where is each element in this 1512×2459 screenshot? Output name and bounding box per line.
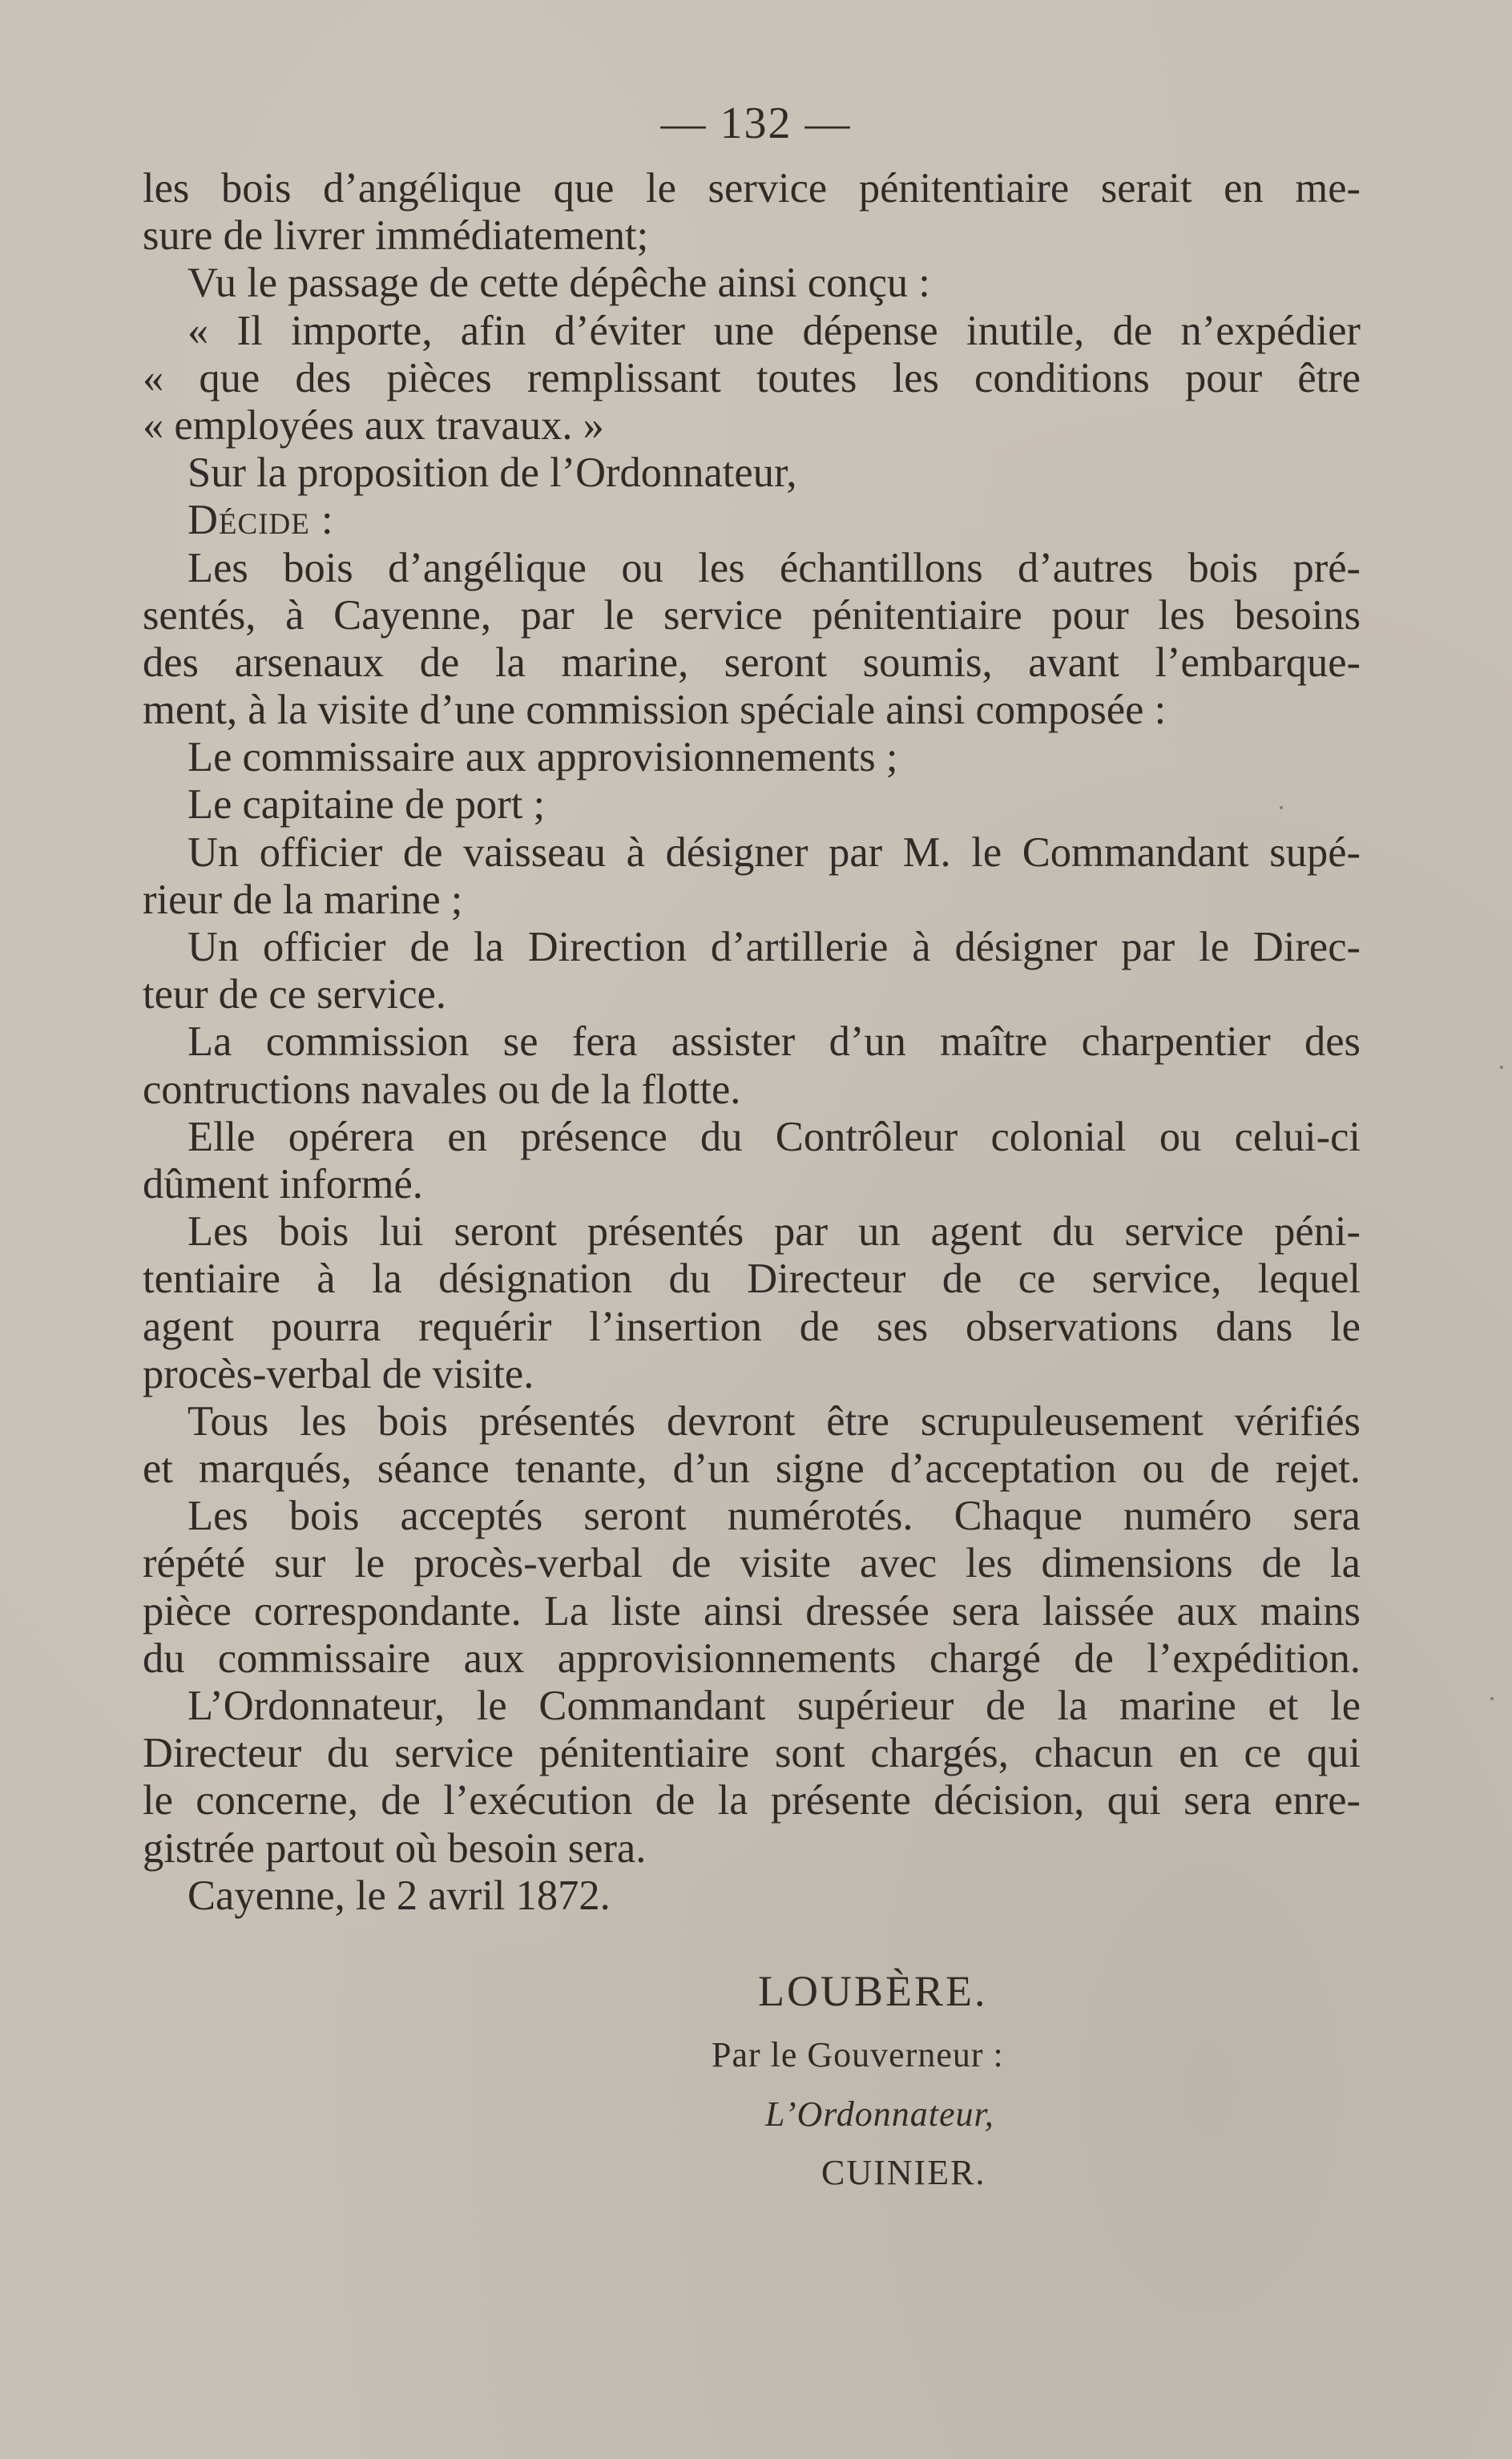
page-number: — 132 — bbox=[660, 99, 852, 148]
text-line: procès-verbal de visite. bbox=[143, 1350, 534, 1397]
text-line: tentiaire à la désignation du Directeur de ce service, lequel bbox=[143, 1256, 1361, 1303]
text-line: le concerne, de l’exécution de la présente décision, qui sera enre- bbox=[143, 1777, 1361, 1824]
signature-role: L’Ordonnateur, bbox=[765, 2094, 994, 2134]
text-line: Un officier de la Direction d’artillerie à désigner par le Direc- bbox=[187, 924, 1361, 970]
text-line: pièce correspondante. La liste ainsi dressée sera laissée aux mains bbox=[143, 1587, 1361, 1635]
text-line: Les bois d’angélique ou les échantillons d’autres bois pré- bbox=[187, 544, 1361, 591]
text-line: Le commissaire aux approvisionnements ; bbox=[187, 734, 898, 781]
text-line: Elle opérera en présence du Contrôleur colonial ou celui-ci bbox=[187, 1113, 1361, 1160]
paper-speck bbox=[1280, 806, 1283, 809]
text-line: Les bois lui seront présentés par un agent du service péni- bbox=[187, 1208, 1361, 1256]
signature-countersign: CUINIER. bbox=[821, 2153, 986, 2192]
text-line: « que des pièces remplissant toutes les conditions pour être bbox=[143, 354, 1361, 401]
text-line: Tous les bois présentés devront être scrupuleusement vérifiés bbox=[187, 1397, 1361, 1445]
text-line: contructions navales ou de la flotte. bbox=[143, 1066, 741, 1113]
text-line: Le capitaine de port ; bbox=[187, 781, 546, 828]
text-line: Vu le passage de cette dépêche ainsi conçu : bbox=[187, 260, 930, 307]
paper-speck bbox=[1490, 1697, 1494, 1700]
text-line: des arsenaux de la marine, seront soumis, avant l’embarque- bbox=[143, 639, 1361, 686]
text-line: Les bois acceptés seront numérotés. Chaque numéro sera bbox=[187, 1493, 1361, 1540]
text-line: du commissaire aux approvisionnements chargé de l’expédition. bbox=[143, 1635, 1361, 1682]
text-line: ment, à la visite d’une commission spéciale ainsi composée : bbox=[143, 687, 1167, 734]
text-line: agent pourra requérir l’insertion de ses observations dans le bbox=[143, 1303, 1361, 1350]
paper-speck bbox=[1500, 1066, 1503, 1069]
text-line: L’Ordonnateur, le Commandant supérieur de la marine et le bbox=[187, 1683, 1361, 1729]
body-text bbox=[143, 165, 1361, 1920]
text-line: La commission se fera assister d’un maître charpentier des bbox=[187, 1018, 1361, 1066]
text-line: dûment informé. bbox=[143, 1160, 423, 1207]
text-line: répété sur le procès-verbal de visite avec les dimensions de la bbox=[143, 1540, 1361, 1587]
text-line: « employées aux travaux. » bbox=[143, 401, 604, 449]
signature-by-line: Par le Gouverneur : bbox=[712, 2035, 1004, 2074]
text-line: gistrée partout où besoin sera. bbox=[143, 1824, 647, 1872]
text-line: Sur la proposition de l’Ordonnateur, bbox=[187, 449, 797, 497]
text-line: et marqués, séance tenante, d’un signe d’acceptation ou de rejet. bbox=[143, 1445, 1361, 1493]
text-line: Décide : bbox=[187, 497, 334, 544]
signature-name: LOUBÈRE. bbox=[758, 1967, 988, 2015]
text-line: Un officier de vaisseau à désigner par M. le Commandant supé- bbox=[187, 828, 1361, 876]
text-line: teur de ce service. bbox=[143, 971, 446, 1018]
text-line: rieur de la marine ; bbox=[143, 876, 463, 923]
text-line: Directeur du service pénitentiaire sont chargés, chacun en ce qui bbox=[143, 1730, 1361, 1777]
text-line: sentés, à Cayenne, par le service pénitentiaire pour les besoins bbox=[143, 591, 1361, 639]
text-line: « Il importe, afin d’éviter une dépense inutile, de n’expédier bbox=[187, 307, 1361, 354]
text-line: Cayenne, le 2 avril 1872. bbox=[187, 1872, 611, 1919]
text-line: sure de livrer immédiatement; bbox=[143, 212, 649, 260]
text-line: les bois d’angélique que le service pénitentiaire serait en me- bbox=[143, 165, 1361, 212]
